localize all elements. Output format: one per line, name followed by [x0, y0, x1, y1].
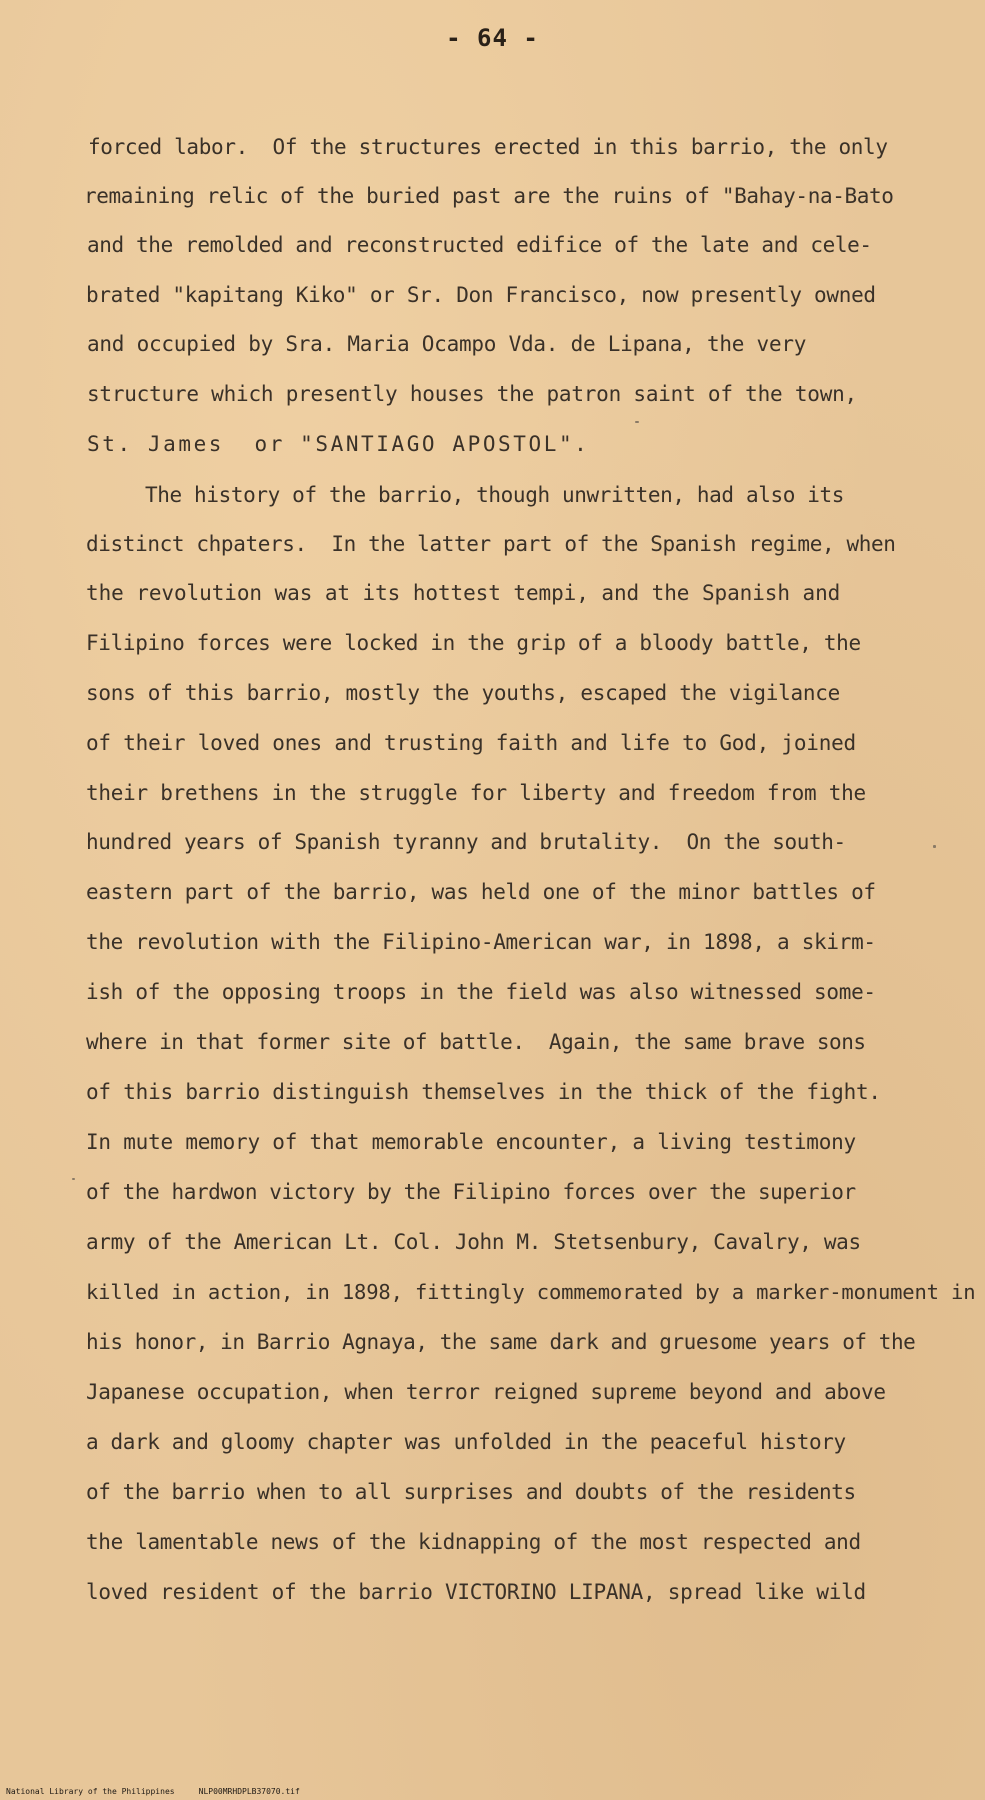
text-line: of the barrio when to all surprises and doubts of the residents: [86, 1480, 856, 1504]
text-line: brated "kapitang Kiko" or Sr. Don Francisco, now presently owned: [86, 283, 876, 307]
text-line: The history of the barrio, though unwritten, had also its: [145, 483, 845, 507]
text-line: ish of the opposing troops in the field was also witnessed some-: [86, 980, 876, 1004]
text-line: St. James or "SANTIAGO APOSTOL".: [87, 432, 590, 456]
text-line: the revolution with the Filipino-American war, in 1898, a skirm-: [86, 930, 876, 954]
paper-speck: [72, 1178, 75, 1180]
text-line: the lamentable news of the kidnapping of the most respected and: [86, 1530, 861, 1554]
text-line: of the hardwon victory by the Filipino forces over the superior: [86, 1180, 856, 1204]
archive-footer: National Library of the Philippines NLP00MRHDPLB37070.tif: [6, 1787, 300, 1796]
text-line: army of the American Lt. Col. John M. Stetsenbury, Cavalry, was: [86, 1230, 861, 1254]
text-line: their brethens in the struggle for liberty and freedom from the: [86, 781, 866, 805]
text-line: structure which presently houses the patron saint of the town,: [87, 382, 857, 406]
text-line: Filipino forces were locked in the grip of a bloody battle, the: [86, 631, 861, 655]
paper-speck: [635, 421, 639, 423]
text-line: of this barrio distinguish themselves in the thick of the fight.: [86, 1080, 881, 1104]
text-line: loved resident of the barrio VICTORINO LIPANA, spread like wild: [86, 1580, 866, 1604]
text-line: In mute memory of that memorable encounter, a living testimony: [86, 1130, 856, 1154]
text-line: Japanese occupation, when terror reigned supreme beyond and above: [86, 1380, 886, 1404]
text-line: the revolution was at its hottest tempi, and the Spanish and: [86, 581, 841, 605]
text-line: distinct chpaters. In the latter part of the Spanish regime, when: [86, 532, 896, 556]
text-line: remaining relic of the buried past are the ruins of "Bahay-na-Bato: [84, 184, 894, 208]
text-line: and occupied by Sra. Maria Ocampo Vda. de Lipana, the very: [87, 332, 807, 356]
text-line: and the remolded and reconstructed edifice of the late and cele-: [87, 233, 872, 257]
text-line: where in that former site of battle. Again, the same brave sons: [86, 1030, 866, 1054]
page-number: - 64 -: [446, 24, 539, 52]
text-line: of their loved ones and trusting faith and life to God, joined: [86, 731, 856, 755]
text-line: a dark and gloomy chapter was unfolded in the peaceful history: [86, 1430, 846, 1454]
text-line: forced labor. Of the structures erected in this barrio, the only: [88, 135, 888, 159]
text-line: killed in action, in 1898, fittingly commemorated by a marker-monument in: [86, 1280, 976, 1304]
paper-speck: [933, 845, 936, 848]
text-line: his honor, in Barrio Agnaya, the same dark and gruesome years of the: [86, 1330, 916, 1354]
text-line: sons of this barrio, mostly the youths, escaped the vigilance: [86, 681, 840, 705]
text-line: hundred years of Spanish tyranny and brutality. On the south-: [86, 830, 846, 854]
text-line: eastern part of the barrio, was held one of the minor battles of: [86, 880, 876, 904]
